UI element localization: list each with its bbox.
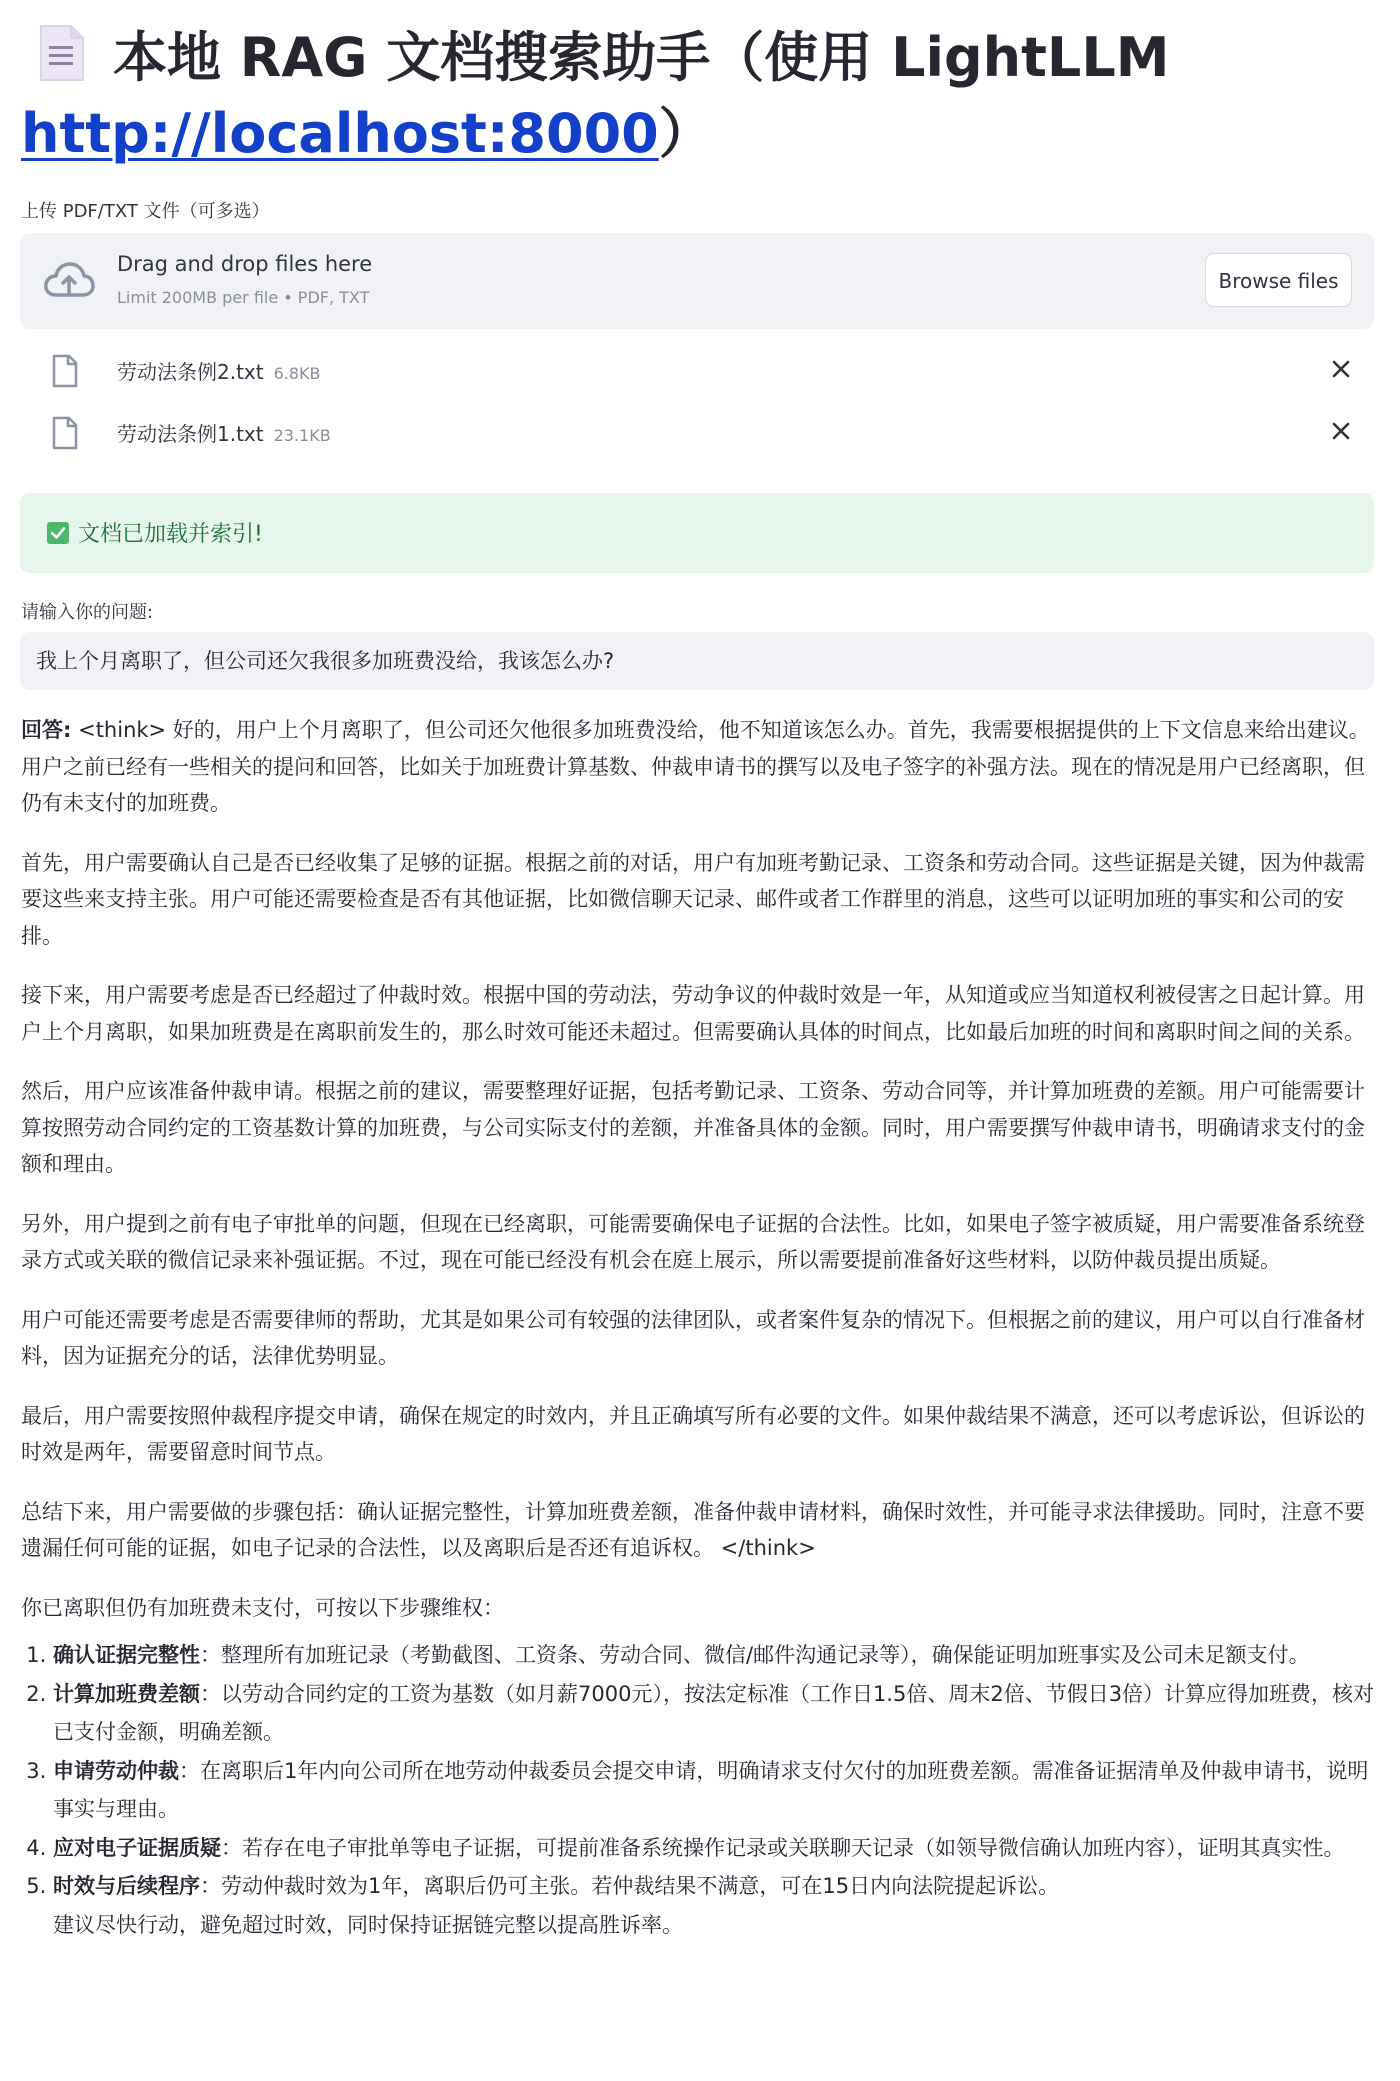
- answer-paragraph: 另外，用户提到之前有电子审批单的问题，但现在已经离职，可能需要确保电子证据的合法性。比如，如果电子签字被质疑，用户需要准备系统登录方式或关联的微信记录来补强证据。不过，现在可能已经没有机会在庭上展示，所以需要提前准备好这些材料，以防仲裁员提出质疑。: [21, 1211, 1365, 1272]
- success-alert: [20, 493, 1374, 573]
- title-close: ）: [658, 102, 713, 165]
- file-dropzone[interactable]: [20, 233, 1374, 329]
- question-input[interactable]: 我上个月离职了，但公司还欠我很多加班费没给，我该怎么办?: [20, 632, 1374, 690]
- file-name: 劳动法条例1.txt 23.1KB: [117, 422, 331, 446]
- file-name: 劳动法条例2.txt 6.8KB: [117, 360, 321, 384]
- closing-advice: 建议尽快行动，避免超过时效，同时保持证据链完整以提高胜诉率。: [53, 1912, 683, 1937]
- remove-file-icon[interactable]: [1328, 356, 1354, 382]
- answer-paragraph: 回答: <think> 好的，用户上个月离职了，但公司还欠他很多加班费没给，他不知道该怎么办。首先，我需要根据提供的上下文信息来给出建议。用户之前已经有一些相关的提问和回答，比如关于加班费计算基数、仲裁申请书的撰写以及电子签字的补强方法。现在的情况是用户已经离职，但仍有未支付的加班费。: [21, 718, 1370, 815]
- remove-file-icon[interactable]: [1328, 418, 1354, 444]
- step-item: 3. 申请劳动仲裁：在离职后1年内向公司所在地劳动仲裁委员会提交申请，明确请求支付欠付的加班费差额。需准备证据清单及仲裁申请书，说明事实与理由。: [53, 1752, 1379, 1829]
- upload-limit: Limit 200MB per file • PDF, TXT: [117, 288, 370, 307]
- success-message: 文档已加载并索引!: [78, 522, 263, 547]
- file-icon: [52, 354, 78, 388]
- answer-paragraph: 你已离职但仍有加班费未支付，可按以下步骤维权：: [21, 1595, 504, 1620]
- answer-paragraph: 接下来，用户需要考虑是否已经超过了仲裁时效。根据中国的劳动法，劳动争议的仲裁时效是一年，从知道或应当知道权利被侵害之日起计算。用户上个月离职，如果加班费是在离职前发生的，那么时效可能还未超过。但需要确认具体的时间点，比如最后加班的时间和离职时间之间的关系。: [21, 983, 1365, 1044]
- file-size: 6.8KB: [273, 364, 321, 383]
- answer-prefix: 回答:: [21, 718, 72, 742]
- browse-files-button[interactable]: Browse files: [1205, 253, 1352, 307]
- answer-paragraph: 首先，用户需要确认自己是否已经收集了足够的证据。根据之前的对话，用户有加班考勤记录、工资条和劳动合同。这些证据是关键，因为仲裁需要这些来支持主张。用户可能还需要检查是否有其他证据，比如微信聊天记录、邮件或者工作群里的消息，这些可以证明加班的事实和公司的安排。: [21, 850, 1365, 948]
- title-text: 本地 RAG 文档搜索助手（使用 LightLLM: [113, 26, 1170, 89]
- answer-paragraph: 用户可能还需要考虑是否需要律师的帮助，尤其是如果公司有较强的法律团队，或者案件复杂的情况下。但根据之前的建议，用户可以自行准备材料，因为证据充分的话，法律优势明显。: [21, 1307, 1365, 1368]
- uploaded-file: [20, 346, 1374, 402]
- step-item: 1. 确认证据完整性：整理所有加班记录（考勤截图、工资条、劳动合同、微信/邮件沟通记录等），确保能证明加班事实及公司未足额支付。: [53, 1636, 1379, 1675]
- uploaded-file: [20, 408, 1374, 464]
- answer-block: [21, 712, 1379, 1944]
- steps-list: [21, 1636, 1379, 1944]
- answer-paragraph: 最后，用户需要按照仲裁程序提交申请，确保在规定的时效内，并且正确填写所有必要的文件。如果仲裁结果不满意，还可以考虑诉讼，但诉讼的时效是两年，需要留意时间节点。: [21, 1403, 1365, 1464]
- step-item: 2. 计算加班费差额：以劳动合同约定的工资为基数（如月薪7000元），按法定标准（工作日1.5倍、周末2倍、节假日3倍）计算应得加班费，核对已支付金额，明确差额。: [53, 1675, 1379, 1752]
- document-icon: [39, 24, 85, 82]
- title-link[interactable]: http://localhost:8000: [21, 102, 659, 165]
- file-icon: [52, 416, 78, 450]
- question-label: 请输入你的问题:: [21, 602, 154, 623]
- step-item: 5. 时效与后续程序：劳动仲裁时效为1年，离职后仍可主张。若仲裁结果不满意，可在15日内向法院提起诉讼。 建议尽快行动，避免超过时效，同时保持证据链完整以提高胜诉率。: [53, 1867, 1379, 1944]
- drop-instruction: Drag and drop files here: [117, 252, 373, 276]
- file-size: 23.1KB: [273, 426, 331, 445]
- cloud-upload-icon: [42, 259, 96, 303]
- step-item: 4. 应对电子证据质疑：若存在电子审批单等电子证据，可提前准备系统操作记录或关联聊天记录（如领导微信确认加班内容），证明其真实性。: [53, 1829, 1379, 1868]
- page-title: [21, 20, 1381, 172]
- answer-paragraph: 总结下来，用户需要做的步骤包括：确认证据完整性，计算加班费差额，准备仲裁申请材料，确保时效性，并可能寻求法律援助。同时，注意不要遗漏任何可能的证据，如电子记录的合法性，以及离职后是否还有追诉权。 </think>: [21, 1499, 1365, 1560]
- answer-paragraph: 然后，用户应该准备仲裁申请。根据之前的建议，需要整理好证据，包括考勤记录、工资条、劳动合同等，并计算加班费的差额。用户可能需要计算按照劳动合同约定的工资基数计算的加班费，与公司实际支付的差额，并准备具体的金额。同时，用户需要撰写仲裁申请书，明确请求支付的金额和理由。: [21, 1079, 1365, 1176]
- uploader-label: 上传 PDF/TXT 文件（可多选）: [21, 201, 270, 222]
- checkbox-check-icon: [47, 522, 69, 544]
